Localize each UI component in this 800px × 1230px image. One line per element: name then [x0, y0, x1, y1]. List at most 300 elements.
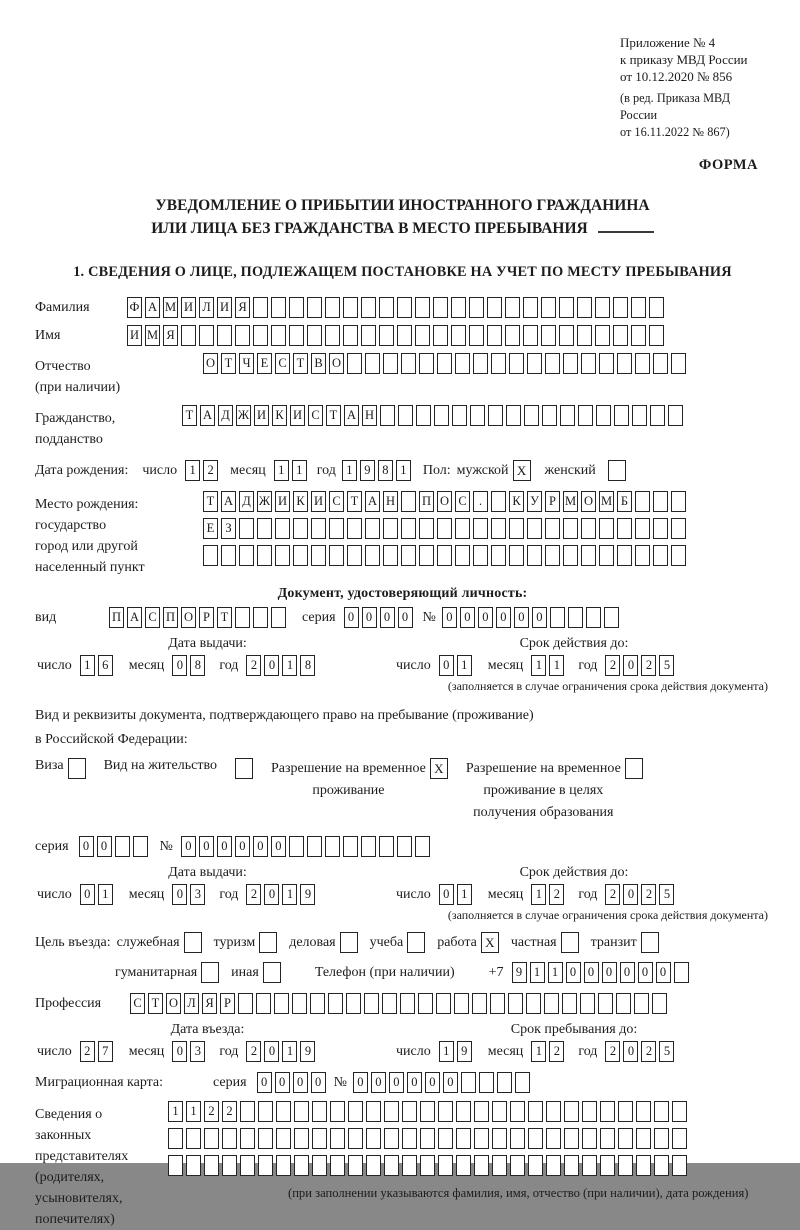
char-box[interactable]	[379, 325, 394, 346]
char-box[interactable]	[456, 1101, 471, 1122]
char-box[interactable]	[653, 491, 668, 512]
char-box[interactable]	[348, 1155, 363, 1176]
char-box[interactable]: 2	[246, 1041, 261, 1062]
char-box[interactable]	[559, 297, 574, 318]
char-box[interactable]	[253, 297, 268, 318]
char-box[interactable]	[330, 1128, 345, 1149]
char-box[interactable]: Т	[347, 491, 362, 512]
char-box[interactable]: 1	[457, 655, 472, 676]
char-box[interactable]	[564, 1128, 579, 1149]
char-box[interactable]: 0	[620, 962, 635, 983]
char-box[interactable]: 8	[378, 460, 393, 481]
char-box[interactable]	[671, 491, 686, 512]
char-box[interactable]: Р	[220, 993, 235, 1014]
char-box[interactable]: 0	[407, 1072, 422, 1093]
char-box[interactable]	[400, 993, 415, 1014]
char-box[interactable]	[343, 297, 358, 318]
char-box[interactable]	[312, 1101, 327, 1122]
char-box[interactable]: У	[527, 491, 542, 512]
char-box[interactable]	[653, 353, 668, 374]
char-box[interactable]	[256, 993, 271, 1014]
char-box[interactable]	[222, 1128, 237, 1149]
char-box[interactable]	[364, 993, 379, 1014]
char-box[interactable]	[235, 607, 250, 628]
char-box[interactable]	[438, 1128, 453, 1149]
char-box[interactable]	[492, 1128, 507, 1149]
char-box[interactable]	[541, 325, 556, 346]
char-box[interactable]	[312, 1128, 327, 1149]
char-box[interactable]	[545, 353, 560, 374]
char-box[interactable]	[401, 491, 416, 512]
char-box[interactable]: 0	[460, 607, 475, 628]
char-box[interactable]: И	[127, 325, 142, 346]
char-box[interactable]	[253, 325, 268, 346]
char-box[interactable]: 9	[457, 1041, 472, 1062]
char-box[interactable]	[274, 993, 289, 1014]
char-box[interactable]	[469, 297, 484, 318]
char-box[interactable]: 5	[659, 655, 674, 676]
char-box[interactable]: 0	[439, 655, 454, 676]
char-box[interactable]: 3	[190, 884, 205, 905]
char-box[interactable]: 2	[605, 655, 620, 676]
char-box[interactable]	[474, 1155, 489, 1176]
char-box[interactable]	[563, 518, 578, 539]
char-box[interactable]	[455, 518, 470, 539]
temp-residence-permit-checkbox[interactable]: X	[430, 758, 448, 779]
char-box[interactable]: 1	[549, 655, 564, 676]
char-box[interactable]	[379, 836, 394, 857]
char-box[interactable]: 0	[344, 607, 359, 628]
char-box[interactable]	[668, 405, 683, 426]
char-box[interactable]: И	[254, 405, 269, 426]
char-box[interactable]: 1	[292, 460, 307, 481]
char-box[interactable]	[617, 545, 632, 566]
char-box[interactable]: 0	[271, 836, 286, 857]
char-box[interactable]	[343, 836, 358, 857]
char-box[interactable]	[419, 353, 434, 374]
char-box[interactable]: З	[221, 518, 236, 539]
char-box[interactable]	[258, 1101, 273, 1122]
char-box[interactable]	[560, 405, 575, 426]
char-box[interactable]	[582, 1101, 597, 1122]
char-box[interactable]	[526, 993, 541, 1014]
char-box[interactable]	[276, 1101, 291, 1122]
char-box[interactable]	[581, 353, 596, 374]
char-box[interactable]	[509, 353, 524, 374]
char-box[interactable]: 0	[79, 836, 94, 857]
char-box[interactable]: О	[329, 353, 344, 374]
char-box[interactable]: 9	[300, 884, 315, 905]
char-box[interactable]	[545, 545, 560, 566]
purpose-transit-checkbox[interactable]	[641, 932, 659, 953]
char-box[interactable]	[474, 1128, 489, 1149]
char-box[interactable]	[596, 405, 611, 426]
char-box[interactable]	[546, 1128, 561, 1149]
char-box[interactable]	[653, 518, 668, 539]
char-box[interactable]: 0	[380, 607, 395, 628]
char-box[interactable]	[600, 1101, 615, 1122]
char-box[interactable]: 0	[311, 1072, 326, 1093]
char-box[interactable]: Т	[148, 993, 163, 1014]
char-box[interactable]: 1	[282, 655, 297, 676]
char-box[interactable]: П	[109, 607, 124, 628]
char-box[interactable]	[199, 325, 214, 346]
char-box[interactable]	[451, 325, 466, 346]
char-box[interactable]: 0	[172, 884, 187, 905]
char-box[interactable]	[437, 518, 452, 539]
char-box[interactable]	[419, 518, 434, 539]
char-box[interactable]	[289, 325, 304, 346]
char-box[interactable]	[469, 325, 484, 346]
char-box[interactable]	[275, 518, 290, 539]
char-box[interactable]	[294, 1128, 309, 1149]
char-box[interactable]: Я	[163, 325, 178, 346]
char-box[interactable]	[582, 1128, 597, 1149]
char-box[interactable]	[379, 297, 394, 318]
char-box[interactable]	[550, 607, 565, 628]
char-box[interactable]	[397, 297, 412, 318]
char-box[interactable]: 3	[190, 1041, 205, 1062]
char-box[interactable]	[492, 1101, 507, 1122]
char-box[interactable]	[289, 297, 304, 318]
char-box[interactable]	[383, 518, 398, 539]
char-box[interactable]: Я	[235, 297, 250, 318]
char-box[interactable]	[361, 297, 376, 318]
char-box[interactable]: Д	[218, 405, 233, 426]
char-box[interactable]: Т	[326, 405, 341, 426]
char-box[interactable]: 0	[566, 962, 581, 983]
char-box[interactable]	[384, 1128, 399, 1149]
char-box[interactable]	[654, 1101, 669, 1122]
char-box[interactable]: 1	[530, 962, 545, 983]
char-box[interactable]: 0	[97, 836, 112, 857]
char-box[interactable]	[343, 325, 358, 346]
char-box[interactable]	[366, 1155, 381, 1176]
sex-male-checkbox[interactable]: X	[513, 460, 531, 481]
char-box[interactable]: 9	[512, 962, 527, 983]
char-box[interactable]	[437, 353, 452, 374]
char-box[interactable]	[438, 1155, 453, 1176]
char-box[interactable]	[617, 518, 632, 539]
char-box[interactable]	[311, 518, 326, 539]
char-box[interactable]: 7	[98, 1041, 113, 1062]
char-box[interactable]: 5	[659, 1041, 674, 1062]
char-box[interactable]	[581, 545, 596, 566]
char-box[interactable]: 8	[190, 655, 205, 676]
char-box[interactable]: 1	[274, 460, 289, 481]
char-box[interactable]	[240, 1101, 255, 1122]
purpose-study-checkbox[interactable]	[407, 932, 425, 953]
char-box[interactable]: 0	[532, 607, 547, 628]
char-box[interactable]	[380, 405, 395, 426]
char-box[interactable]: С	[275, 353, 290, 374]
char-box[interactable]	[240, 1155, 255, 1176]
char-box[interactable]	[239, 518, 254, 539]
edu-residence-permit-checkbox[interactable]	[625, 758, 643, 779]
char-box[interactable]	[600, 1128, 615, 1149]
char-box[interactable]: И	[217, 297, 232, 318]
char-box[interactable]	[258, 1128, 273, 1149]
char-box[interactable]	[307, 297, 322, 318]
char-box[interactable]: 0	[235, 836, 250, 857]
char-box[interactable]: 2	[605, 1041, 620, 1062]
char-box[interactable]: Т	[293, 353, 308, 374]
char-box[interactable]	[672, 1155, 687, 1176]
char-box[interactable]	[293, 518, 308, 539]
char-box[interactable]: М	[163, 297, 178, 318]
char-box[interactable]: 2	[222, 1101, 237, 1122]
char-box[interactable]	[347, 545, 362, 566]
char-box[interactable]	[365, 353, 380, 374]
char-box[interactable]: 1	[98, 884, 113, 905]
purpose-other-checkbox[interactable]	[263, 962, 281, 983]
char-box[interactable]	[307, 836, 322, 857]
char-box[interactable]	[578, 405, 593, 426]
char-box[interactable]	[133, 836, 148, 857]
char-box[interactable]	[636, 1155, 651, 1176]
char-box[interactable]: Е	[257, 353, 272, 374]
char-box[interactable]: И	[311, 491, 326, 512]
char-box[interactable]: Н	[362, 405, 377, 426]
char-box[interactable]	[568, 607, 583, 628]
char-box[interactable]	[221, 545, 236, 566]
char-box[interactable]	[186, 1155, 201, 1176]
char-box[interactable]	[473, 353, 488, 374]
char-box[interactable]	[203, 545, 218, 566]
char-box[interactable]	[402, 1128, 417, 1149]
char-box[interactable]	[506, 405, 521, 426]
char-box[interactable]: Р	[545, 491, 560, 512]
char-box[interactable]	[253, 607, 268, 628]
purpose-humanitarian-checkbox[interactable]	[201, 962, 219, 983]
char-box[interactable]: 1	[531, 884, 546, 905]
char-box[interactable]	[631, 297, 646, 318]
char-box[interactable]	[672, 1101, 687, 1122]
char-box[interactable]	[275, 545, 290, 566]
char-box[interactable]: 0	[443, 1072, 458, 1093]
char-box[interactable]	[599, 545, 614, 566]
char-box[interactable]	[598, 993, 613, 1014]
char-box[interactable]	[461, 1072, 476, 1093]
char-box[interactable]	[420, 1128, 435, 1149]
char-box[interactable]	[383, 545, 398, 566]
char-box[interactable]: 0	[275, 1072, 290, 1093]
char-box[interactable]: 8	[300, 655, 315, 676]
char-box[interactable]	[636, 1128, 651, 1149]
char-box[interactable]: 1	[342, 460, 357, 481]
char-box[interactable]	[451, 297, 466, 318]
char-box[interactable]	[545, 518, 560, 539]
char-box[interactable]: Н	[383, 491, 398, 512]
char-box[interactable]	[632, 405, 647, 426]
char-box[interactable]: Ж	[257, 491, 272, 512]
char-box[interactable]	[294, 1155, 309, 1176]
char-box[interactable]	[528, 1155, 543, 1176]
char-box[interactable]: С	[145, 607, 160, 628]
char-box[interactable]: С	[455, 491, 470, 512]
char-box[interactable]	[510, 1155, 525, 1176]
char-box[interactable]	[528, 1128, 543, 1149]
char-box[interactable]: 1	[531, 655, 546, 676]
char-box[interactable]: Т	[217, 607, 232, 628]
char-box[interactable]	[330, 1101, 345, 1122]
char-box[interactable]: 0	[253, 836, 268, 857]
char-box[interactable]: О	[203, 353, 218, 374]
char-box[interactable]	[325, 836, 340, 857]
char-box[interactable]	[490, 993, 505, 1014]
char-box[interactable]	[473, 518, 488, 539]
char-box[interactable]: М	[563, 491, 578, 512]
char-box[interactable]	[382, 993, 397, 1014]
char-box[interactable]	[438, 1101, 453, 1122]
char-box[interactable]	[618, 1155, 633, 1176]
char-box[interactable]: П	[163, 607, 178, 628]
char-box[interactable]: Р	[199, 607, 214, 628]
char-box[interactable]: 2	[549, 1041, 564, 1062]
char-box[interactable]	[653, 545, 668, 566]
char-box[interactable]: 2	[246, 884, 261, 905]
char-box[interactable]: Ж	[236, 405, 251, 426]
char-box[interactable]: 0	[478, 607, 493, 628]
char-box[interactable]	[328, 993, 343, 1014]
char-box[interactable]: 2	[641, 655, 656, 676]
char-box[interactable]	[276, 1128, 291, 1149]
char-box[interactable]	[595, 325, 610, 346]
char-box[interactable]	[402, 1101, 417, 1122]
char-box[interactable]	[415, 836, 430, 857]
char-box[interactable]	[416, 405, 431, 426]
char-box[interactable]	[674, 962, 689, 983]
visa-checkbox[interactable]	[68, 758, 86, 779]
char-box[interactable]	[365, 545, 380, 566]
char-box[interactable]: В	[311, 353, 326, 374]
char-box[interactable]: 0	[623, 1041, 638, 1062]
char-box[interactable]	[455, 353, 470, 374]
char-box[interactable]	[433, 325, 448, 346]
char-box[interactable]: 0	[257, 1072, 272, 1093]
char-box[interactable]	[397, 325, 412, 346]
char-box[interactable]	[401, 518, 416, 539]
char-box[interactable]	[401, 545, 416, 566]
char-box[interactable]	[434, 405, 449, 426]
char-box[interactable]	[310, 993, 325, 1014]
char-box[interactable]	[222, 1155, 237, 1176]
char-box[interactable]	[384, 1155, 399, 1176]
char-box[interactable]: И	[290, 405, 305, 426]
char-box[interactable]	[258, 1155, 273, 1176]
char-box[interactable]	[487, 325, 502, 346]
char-box[interactable]: К	[509, 491, 524, 512]
char-box[interactable]	[271, 607, 286, 628]
char-box[interactable]	[546, 1155, 561, 1176]
char-box[interactable]	[509, 545, 524, 566]
char-box[interactable]	[491, 518, 506, 539]
char-box[interactable]	[294, 1101, 309, 1122]
char-box[interactable]	[649, 297, 664, 318]
char-box[interactable]	[577, 297, 592, 318]
char-box[interactable]	[523, 325, 538, 346]
char-box[interactable]: 0	[623, 655, 638, 676]
char-box[interactable]	[366, 1128, 381, 1149]
char-box[interactable]	[456, 1128, 471, 1149]
char-box[interactable]	[649, 325, 664, 346]
char-box[interactable]	[559, 325, 574, 346]
char-box[interactable]: А	[221, 491, 236, 512]
char-box[interactable]	[168, 1155, 183, 1176]
char-box[interactable]	[271, 325, 286, 346]
char-box[interactable]: С	[308, 405, 323, 426]
char-box[interactable]: П	[419, 491, 434, 512]
purpose-private-checkbox[interactable]	[561, 932, 579, 953]
char-box[interactable]: 1	[548, 962, 563, 983]
char-box[interactable]: 1	[186, 1101, 201, 1122]
char-box[interactable]	[329, 545, 344, 566]
char-box[interactable]: 0	[362, 607, 377, 628]
char-box[interactable]: 0	[264, 884, 279, 905]
char-box[interactable]	[577, 325, 592, 346]
char-box[interactable]	[437, 545, 452, 566]
char-box[interactable]: О	[166, 993, 181, 1014]
char-box[interactable]	[487, 297, 502, 318]
char-box[interactable]: 1	[282, 1041, 297, 1062]
char-box[interactable]: 0	[514, 607, 529, 628]
char-box[interactable]: 0	[264, 655, 279, 676]
char-box[interactable]: 2	[641, 884, 656, 905]
char-box[interactable]: Е	[203, 518, 218, 539]
char-box[interactable]: 1	[457, 884, 472, 905]
char-box[interactable]	[472, 993, 487, 1014]
char-box[interactable]	[652, 993, 667, 1014]
char-box[interactable]	[115, 836, 130, 857]
char-box[interactable]	[433, 297, 448, 318]
char-box[interactable]	[181, 325, 196, 346]
char-box[interactable]	[325, 325, 340, 346]
char-box[interactable]	[523, 297, 538, 318]
char-box[interactable]: 0	[293, 1072, 308, 1093]
char-box[interactable]	[276, 1155, 291, 1176]
char-box[interactable]	[524, 405, 539, 426]
char-box[interactable]	[365, 518, 380, 539]
char-box[interactable]: 0	[217, 836, 232, 857]
char-box[interactable]	[546, 1101, 561, 1122]
char-box[interactable]	[204, 1155, 219, 1176]
char-box[interactable]: 2	[549, 884, 564, 905]
char-box[interactable]	[491, 491, 506, 512]
char-box[interactable]: 1	[396, 460, 411, 481]
char-box[interactable]: А	[344, 405, 359, 426]
char-box[interactable]	[398, 405, 413, 426]
char-box[interactable]	[418, 993, 433, 1014]
char-box[interactable]: Ф	[127, 297, 142, 318]
char-box[interactable]	[631, 325, 646, 346]
char-box[interactable]	[654, 1128, 669, 1149]
char-box[interactable]	[527, 353, 542, 374]
char-box[interactable]	[348, 1128, 363, 1149]
char-box[interactable]: 1	[531, 1041, 546, 1062]
char-box[interactable]: Т	[182, 405, 197, 426]
char-box[interactable]: 5	[659, 884, 674, 905]
purpose-work-checkbox[interactable]: X	[481, 932, 499, 953]
char-box[interactable]: 0	[442, 607, 457, 628]
char-box[interactable]	[330, 1155, 345, 1176]
char-box[interactable]	[505, 325, 520, 346]
char-box[interactable]	[240, 1128, 255, 1149]
char-box[interactable]	[204, 1128, 219, 1149]
char-box[interactable]	[474, 1101, 489, 1122]
char-box[interactable]	[217, 325, 232, 346]
char-box[interactable]: 9	[360, 460, 375, 481]
char-box[interactable]	[586, 607, 601, 628]
